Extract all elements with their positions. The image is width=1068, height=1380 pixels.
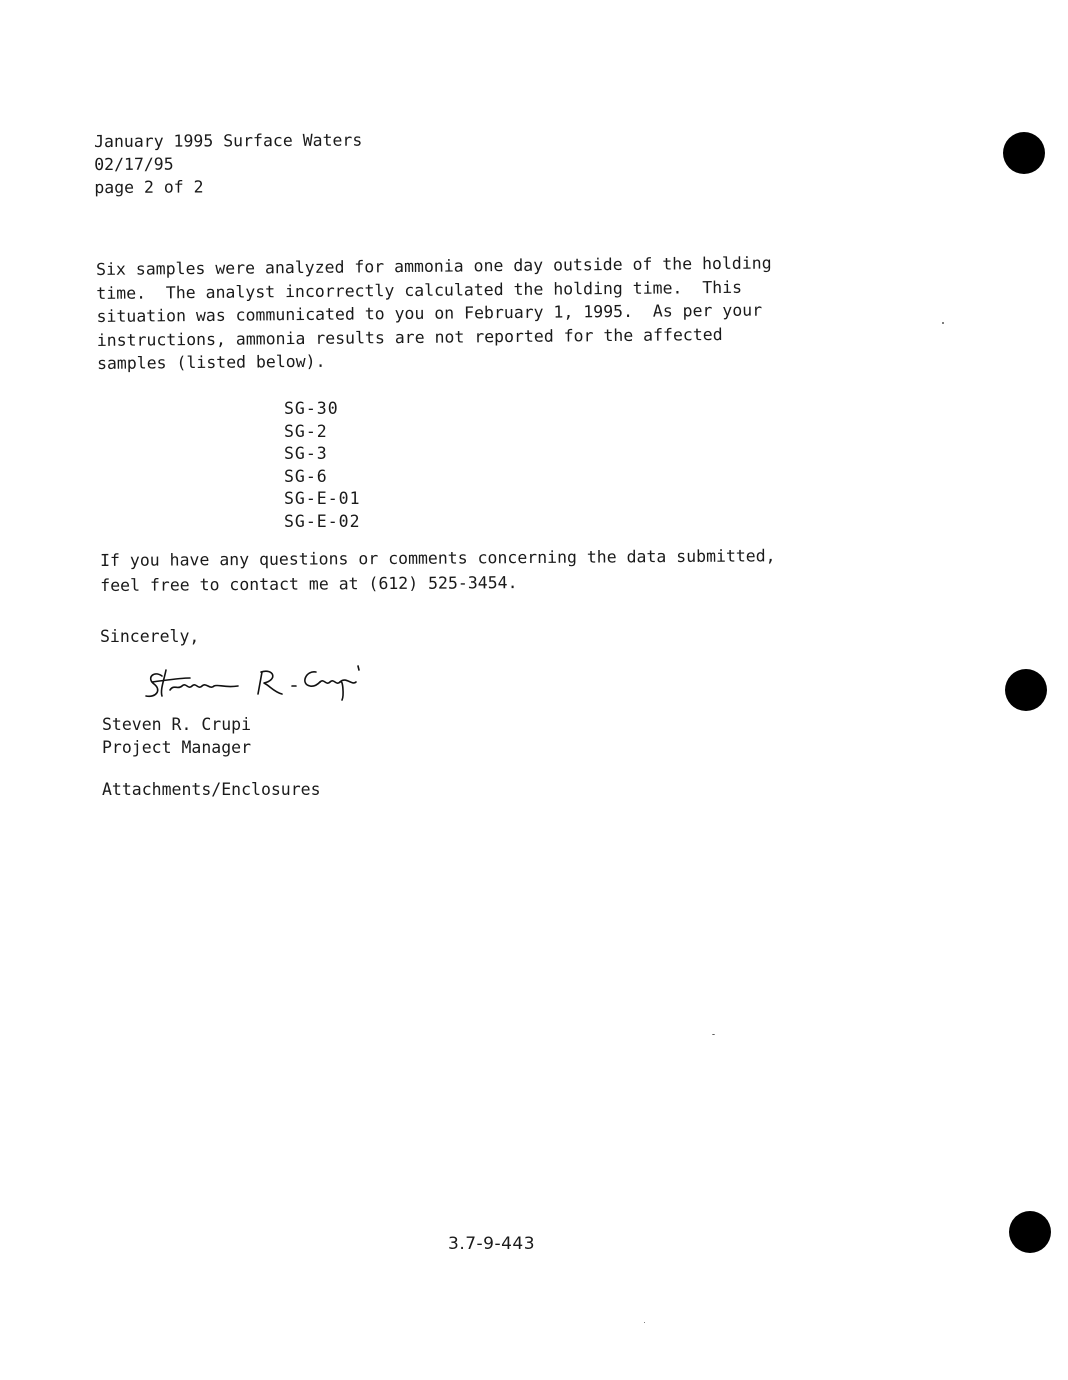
sample-item: SG-30 [284, 399, 339, 418]
body-paragraph-holding-time [96, 250, 897, 375]
attachments-note: Attachments/Enclosures [102, 780, 321, 799]
signer-title: Project Manager [102, 738, 252, 757]
letter-header [94, 129, 363, 199]
signer-name: Steven R. Crupi [102, 715, 252, 734]
paragraph-line: samples (listed below). [96, 351, 326, 373]
sample-item: SG-E-02 [284, 511, 361, 531]
paragraph-line: instructions, ammonia results are not reported for the affected [96, 324, 723, 350]
paragraph-line: feel free to contact me at (612) 525-3454. [100, 573, 518, 595]
header-subject: January 1995 Surface Waters [94, 130, 363, 151]
closing-salutation: Sincerely, [100, 627, 200, 646]
sample-item: SG-3 [284, 444, 328, 463]
sample-item: SG-6 [284, 466, 328, 486]
scan-speck [644, 1322, 645, 1323]
sample-item: SG-2 [284, 421, 328, 441]
paragraph-line: Six samples were analyzed for ammonia one day outside of the holding [96, 253, 772, 279]
paragraph-line: If you have any questions or comments concerning the data submitted, [100, 546, 776, 570]
paragraph-line: time. The analyst incorrectly calculated the holding time. This [96, 277, 743, 303]
punch-hole-top [1003, 132, 1045, 174]
sample-list [284, 398, 361, 533]
body-paragraph-contact [100, 542, 900, 598]
punch-hole-middle [1005, 669, 1047, 711]
punch-hole-bottom [1009, 1211, 1051, 1253]
scan-speck [712, 1034, 715, 1035]
page-number: 3.7-9-443 [448, 1234, 536, 1254]
scan-speck [942, 322, 944, 324]
handwritten-signature [140, 656, 370, 706]
paragraph-line: situation was communicated to you on February 1, 1995. As per your [96, 300, 763, 326]
header-page-indicator: page 2 of 2 [94, 177, 204, 197]
signer-block [102, 713, 251, 759]
sample-item: SG-E-01 [284, 489, 361, 508]
header-date: 02/17/95 [94, 154, 174, 174]
